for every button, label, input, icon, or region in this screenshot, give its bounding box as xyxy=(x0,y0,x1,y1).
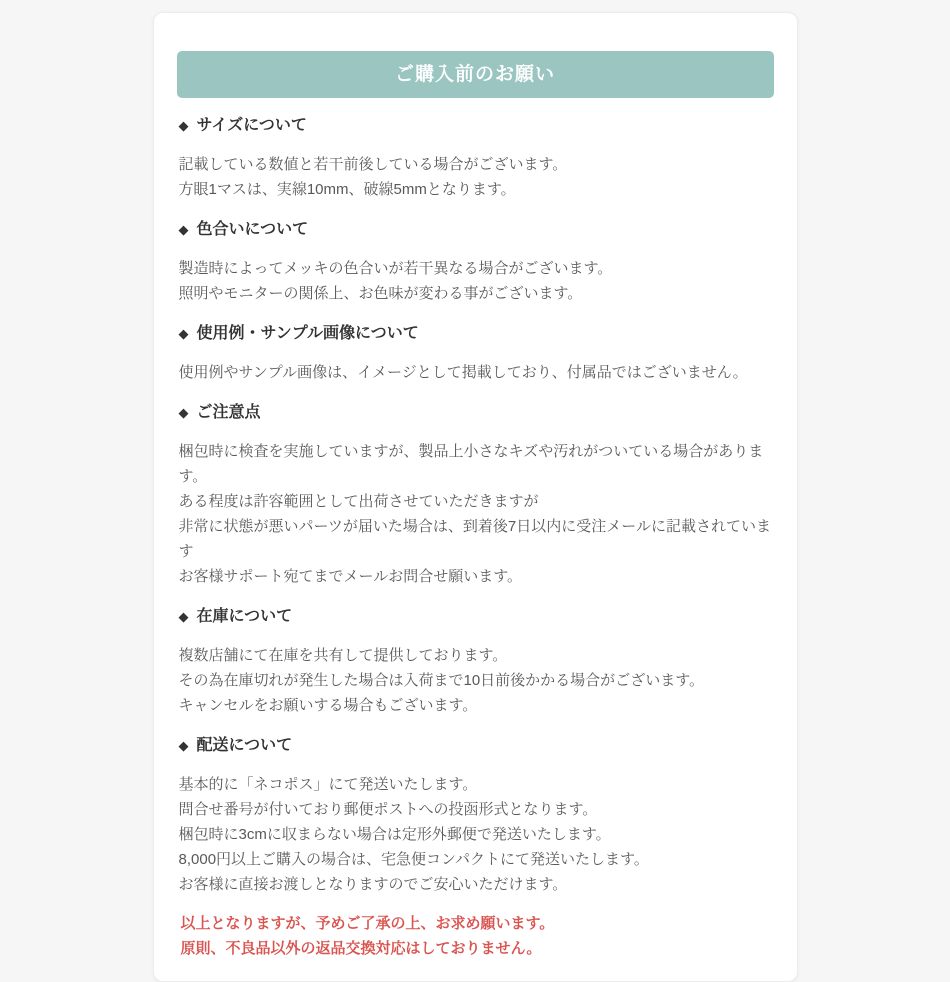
section-text-line: 方眼1マスは、実線10mm、破線5mmとなります。 xyxy=(178,181,516,198)
section-heading-label: サイズについて xyxy=(196,117,307,134)
diamond-bullet-icon: ◆ xyxy=(178,326,189,341)
purchase-notice-card xyxy=(153,12,798,982)
section-heading-label: 使用例・サンプル画像について xyxy=(196,325,419,342)
page-title: ご購入前のお願い xyxy=(177,51,774,98)
section-text-line: お客様に直接お渡しとなりますのでご安心いただけます。 xyxy=(178,876,568,893)
section-text-line: 基本的に「ネコポス」にて発送いたします。 xyxy=(178,776,478,793)
diamond-bullet-icon: ◆ xyxy=(178,609,189,624)
diamond-bullet-icon: ◆ xyxy=(178,118,189,133)
diamond-bullet-icon: ◆ xyxy=(178,222,189,237)
section-shipping xyxy=(177,735,774,897)
section-cautions xyxy=(177,402,774,589)
section-text-line: 8,000円以上ご購入の場合は、宅急便コンパクトにて発送いたします。 xyxy=(178,851,649,868)
section-text-line: ある程度は許容範囲として出荷させていただきますが xyxy=(178,493,539,510)
section-size xyxy=(177,115,774,202)
section-heading xyxy=(179,735,772,757)
section-heading xyxy=(179,402,772,424)
section-text-line: その為在庫切れが発生した場合は入荷まで10日前後かかる場合がございます。 xyxy=(178,672,704,689)
section-text-line: 記載している数値と若干前後している場合がございます。 xyxy=(178,156,568,173)
section-heading xyxy=(179,323,772,345)
section-text-line: キャンセルをお願いする場合もございます。 xyxy=(178,697,478,714)
section-text-line: 問合せ番号が付いており郵便ポストへの投函形式となります。 xyxy=(178,801,598,818)
final-warning-notice xyxy=(179,911,772,961)
warning-text-line: 以上となりますが、予めご了承の上、お求め願います。 xyxy=(180,915,555,932)
section-text-line: 照明やモニターの関係上、お色味が変わる事がございます。 xyxy=(178,285,583,302)
diamond-bullet-icon: ◆ xyxy=(178,405,189,420)
section-heading xyxy=(179,606,772,628)
section-heading-label: 在庫について xyxy=(196,608,293,625)
section-text-line: 複数店舗にて在庫を共有して提供しております。 xyxy=(178,647,508,664)
section-text-line: お客様サポート宛てまでメールお問合せ願います。 xyxy=(178,568,523,585)
section-text-line: 梱包時に検査を実施していますが、製品上小さなキズや汚れがついている場合があります。 xyxy=(178,443,764,485)
section-heading-label: ご注意点 xyxy=(196,404,261,421)
section-text-line: 使用例やサンプル画像は、イメージとして掲載しており、付属品ではございません。 xyxy=(178,364,748,381)
section-heading xyxy=(179,219,772,241)
section-text-line: 製造時によってメッキの色合いが若干異なる場合がございます。 xyxy=(178,260,613,277)
warning-text-line: 原則、不良品以外の返品交換対応はしておりません。 xyxy=(180,940,542,957)
diamond-bullet-icon: ◆ xyxy=(178,738,189,753)
section-sample-images xyxy=(177,323,774,385)
section-stock xyxy=(177,606,774,718)
section-heading xyxy=(179,115,772,137)
section-heading-label: 配送について xyxy=(196,737,293,754)
section-text-line: 非常に状態が悪いパーツが届いた場合は、到着後7日以内に受注メールに記載されています xyxy=(178,518,771,560)
section-text-line: 梱包時に3cmに収まらない場合は定形外郵便で発送いたします。 xyxy=(178,826,611,843)
section-heading-label: 色合いについて xyxy=(196,221,309,238)
section-color xyxy=(177,219,774,306)
